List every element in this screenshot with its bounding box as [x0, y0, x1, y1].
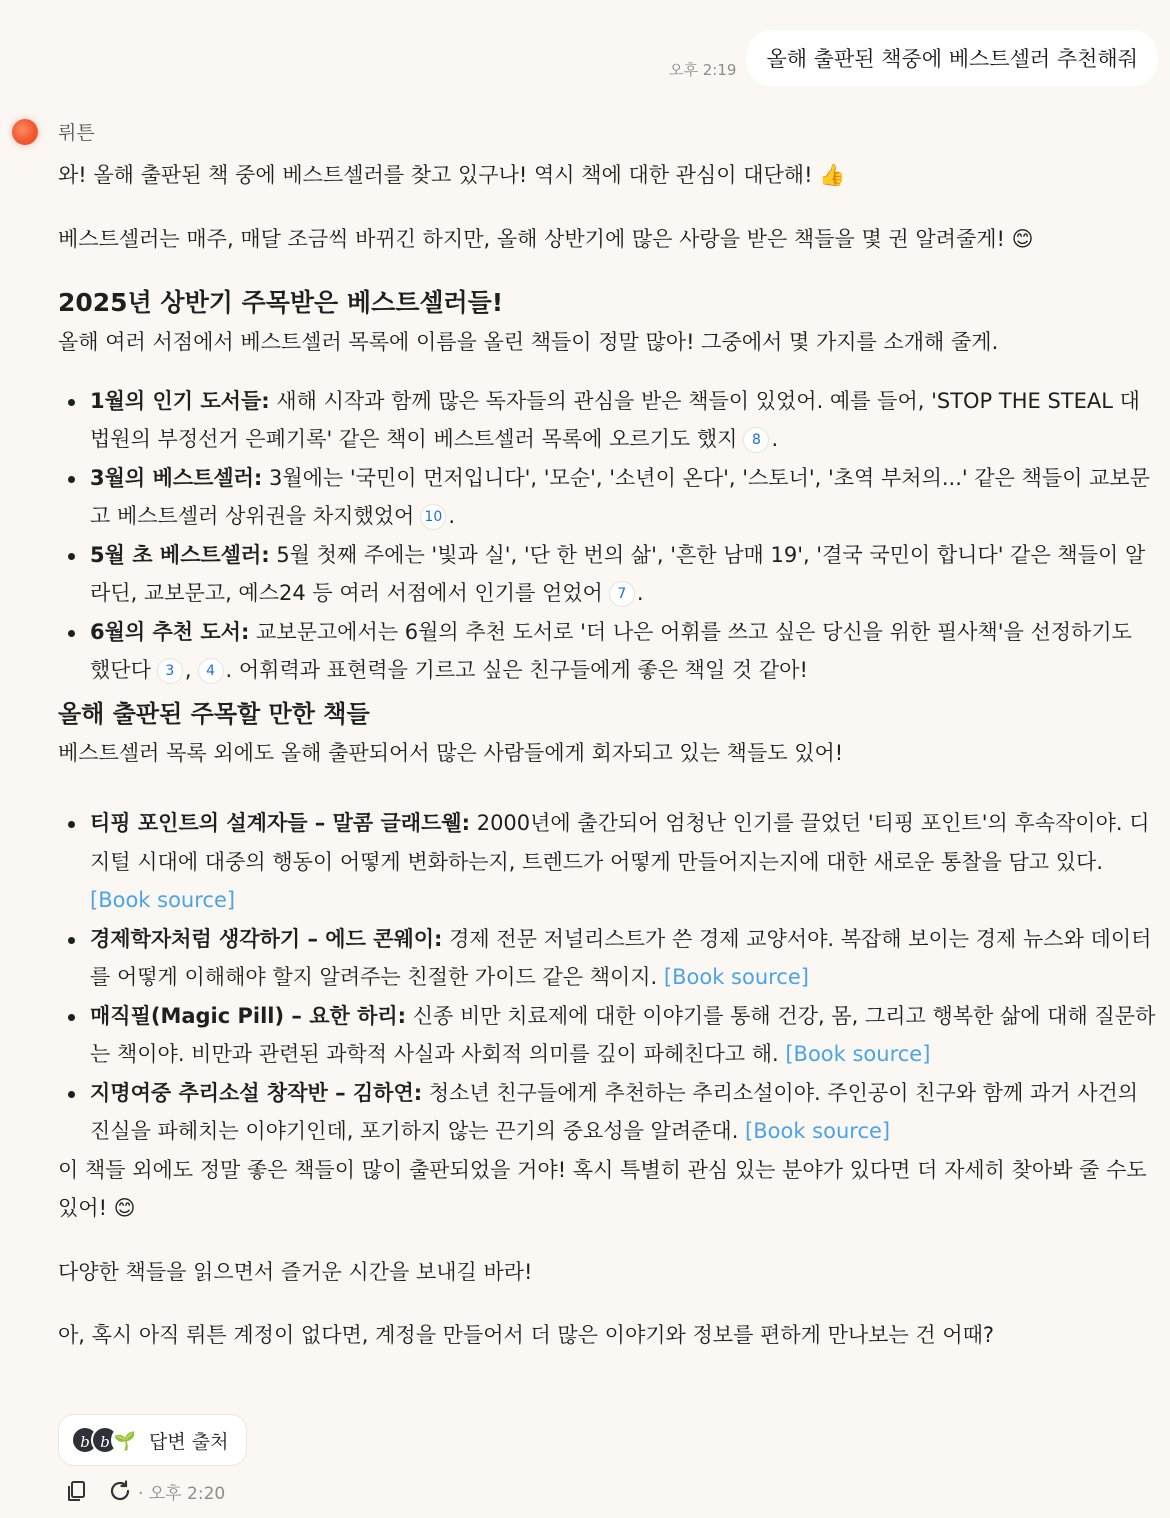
- section-2-desc: 베스트셀러 목록 외에도 올해 출판되어서 많은 사람들에게 회자되고 있는 책들도 있어!: [58, 740, 844, 765]
- item-label: 5월 초 베스트셀러:: [90, 542, 270, 567]
- list-item: [58, 1074, 1158, 1151]
- outro-paragraph-1: 이 책들 외에도 정말 좋은 책들이 많이 출판되었을 거야! 혹시 특별히 관심 있는 분야가 있다면 더 자세히 찾아봐 줄 수도 있어! 😊: [58, 1157, 1147, 1220]
- citation-badge[interactable]: 4: [198, 658, 224, 684]
- book-source-link[interactable]: [Book source]: [663, 965, 809, 989]
- book-source-link[interactable]: [Book source]: [90, 888, 236, 912]
- outro-paragraph-3: 아, 혹시 아직 뤼튼 계정이 없다면, 계정을 만들어서 더 많은 이야기와 정보를 편하게 만나보는 건 어때?: [58, 1323, 995, 1347]
- intro-paragraph-2: 베스트셀러는 매주, 매달 조금씩 바뀌긴 하지만, 올해 상반기에 많은 사랑을 받은 책들을 몇 권 알려줄게! 😊: [58, 226, 1034, 251]
- outro-paragraph-2: 다양한 책들을 읽으면서 즐거운 시간을 보내길 바라!: [58, 1259, 533, 1284]
- citation-badge[interactable]: 8: [743, 427, 769, 453]
- citation-separator: ,: [184, 658, 192, 682]
- item-text: 3월에는 '국민이 먼저입니다', '모순', '소년이 온다', '스토너', '초역 부처의...' 같은 책들이 교보문고 베스트셀러 상위권을 차지했었어: [90, 465, 1150, 528]
- bot-name: 뤼튼: [58, 122, 95, 144]
- source-icons: [71, 1426, 139, 1454]
- book-source-link[interactable]: [Book source]: [785, 1042, 931, 1066]
- item-tail: .: [771, 427, 779, 451]
- item-label: 3월의 베스트셀러:: [90, 465, 263, 490]
- sprout-source-icon: 🌱: [111, 1426, 139, 1454]
- response-time: · 오후 2:20: [138, 1483, 226, 1504]
- section-1-desc: 올해 여러 서점에서 베스트셀러 목록에 이름을 올린 책들이 정말 많아! 그중에서 몇 가지를 소개해 줄게.: [58, 330, 999, 354]
- list-item: [58, 920, 1158, 997]
- sources-label: 답변 출처: [149, 1430, 229, 1453]
- item-tail: . 어휘력과 표현력을 기르고 싶은 친구들에게 좋은 책일 것 같아!: [225, 658, 808, 682]
- user-message-time: 오후 2:19: [669, 61, 737, 79]
- item-label: 지명여중 추리소설 창작반 – 김하연:: [90, 1080, 423, 1105]
- list-item: [58, 459, 1158, 536]
- answer-sources-button[interactable]: [58, 1414, 247, 1466]
- bestseller-list: [58, 382, 1158, 690]
- section-2-title: 올해 출판된 주목할 만한 책들: [58, 699, 370, 728]
- user-message-row: [669, 30, 1158, 86]
- list-item: [58, 804, 1158, 920]
- item-label: 1월의 인기 도서들:: [90, 388, 270, 413]
- bot-avatar: [12, 119, 38, 145]
- item-text: 새해 시작과 함께 많은 독자들의 관심을 받은 책들이 있었어. 예를 들어, 'STOP THE STEAL 대법원의 부정선거 은폐기록' 같은 책이 베스트셀러 목록에 오르기도 했지: [90, 388, 1140, 451]
- user-message-bubble: 올해 출판된 책중에 베스트셀러 추천해줘: [746, 30, 1158, 86]
- list-item: [58, 382, 1158, 459]
- item-text: 청소년 친구들에게 추천하는 추리소설이야. 주인공이 친구와 함께 과거 사건의 진실을 파헤치는 이야기인데, 포기하지 않는 끈기의 중요성을 알려준대.: [90, 1080, 1139, 1143]
- item-tail: .: [636, 581, 644, 605]
- item-label: 경제학자처럼 생각하기 – 에드 콘웨이:: [90, 926, 443, 951]
- citation-badge[interactable]: 3: [157, 658, 183, 684]
- item-text: 2000년에 출간되어 엄청난 인기를 끌었던 '티핑 포인트'의 후속작이야. 디지털 시대에 대중의 행동이 어떻게 변화하는지, 트렌드가 어떻게 만들어지는지에 대한 새로운 통찰을 담고 있다.: [90, 811, 1150, 874]
- item-text: 교보문고에서는 6월의 추천 도서로 '더 나은 어휘를 쓰고 싶은 당신을 위한 필사책'을 선정하기도 했단다: [90, 619, 1132, 682]
- intro-paragraph-1: 와! 올해 출판된 책 중에 베스트셀러를 찾고 있구나! 역시 책에 대한 관심이 대단해! 👍: [58, 163, 846, 187]
- bot-header: [12, 118, 95, 145]
- item-label: 매직필(Magic Pill) – 요한 하리:: [90, 1003, 407, 1028]
- citation-badge[interactable]: 7: [609, 581, 635, 607]
- notable-books-list: [58, 804, 1158, 1151]
- refresh-icon[interactable]: [108, 1479, 132, 1503]
- blog-source-icon: b: [71, 1426, 99, 1454]
- list-item: [58, 536, 1158, 613]
- copy-icon[interactable]: [64, 1479, 88, 1503]
- item-label: 6월의 추천 도서:: [90, 619, 250, 644]
- list-item: [58, 997, 1158, 1074]
- blog-source-icon: b: [91, 1426, 119, 1454]
- citation-badge[interactable]: 10: [420, 504, 446, 530]
- item-label: 티핑 포인트의 설계자들 – 말콤 글래드웰:: [90, 811, 471, 835]
- bot-message: [58, 156, 1158, 1355]
- list-item: [58, 613, 1158, 690]
- item-tail: .: [448, 504, 456, 528]
- section-1-title: 2025년 상반기 주목받은 베스트셀러들!: [58, 288, 504, 317]
- item-text: 신종 비만 치료제에 대한 이야기를 통해 건강, 몸, 그리고 행복한 삶에 대해 질문하는 책이야. 비만과 관련된 과학적 사실과 사회적 의미를 깊이 파헤친다고 해.: [90, 1003, 1156, 1066]
- item-text: 5월 첫째 주에는 '빛과 실', '단 한 번의 삶', '흔한 남매 19', '결국 국민이 합니다' 같은 책들이 알라딘, 교보문고, 예스24 등 여러 서점에서 인기를 얻었어: [90, 542, 1146, 605]
- book-source-link[interactable]: [Book source]: [745, 1119, 891, 1143]
- item-text: 경제 전문 저널리스트가 쓴 경제 교양서야. 복잡해 보이는 경제 뉴스와 데이터를 어떻게 이해해야 할지 알려주는 친절한 가이드 같은 책이지.: [90, 926, 1152, 989]
- message-actions: [64, 1476, 225, 1506]
